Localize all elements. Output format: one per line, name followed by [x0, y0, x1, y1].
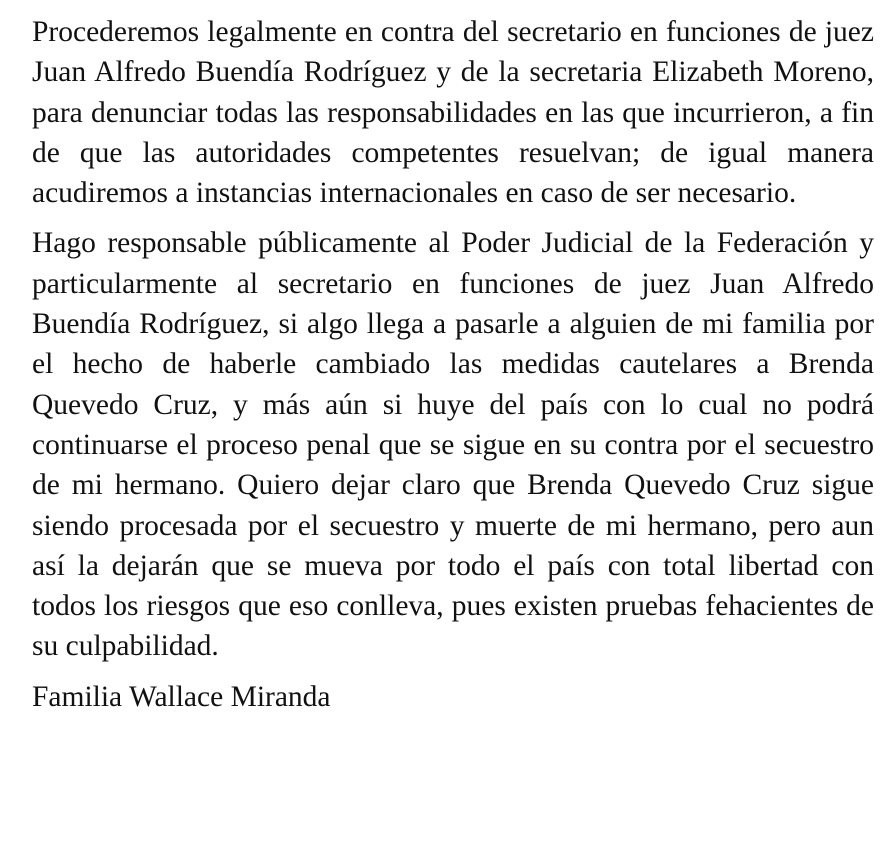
paragraph-legal-action: Procederemos legalmente en contra del secretario en funciones de juez Juan Alfredo Buendía Rodríguez y de la secretaria Elizabeth Moreno, para denunciar todas las responsabilidades en las que incurrieron, a fin de que las autoridades competentes resuelvan; de igual manera acudiremos a instancias internacionales en caso de ser necesario.: [32, 16, 874, 210]
signature: Familia Wallace Miranda: [32, 680, 331, 713]
paragraph-public-responsibility: Hago responsable públicamente al Poder Judicial de la Federación y particularmente al secretario en funciones de juez Juan Alfredo Buendía Rodríguez, si algo llega a pasarle a alguien de mi familia por el hecho de haberle cambiado las medidas cautelares a Brenda Quevedo Cruz, y más aún si huye del país con lo cual no podrá continuarse el proceso penal que se sigue en su contra por el secuestro de mi hermano. Quiero dejar claro que Brenda Quevedo Cruz sigue siendo procesada por el secuestro y muerte de mi hermano, pero aun así la dejarán que se mueva por todo el país con total libertad con todos los riesgos que eso conlleva, pues existen pruebas fehacientes de su culpabilidad.: [32, 227, 874, 663]
document-body: [32, 12, 874, 717]
